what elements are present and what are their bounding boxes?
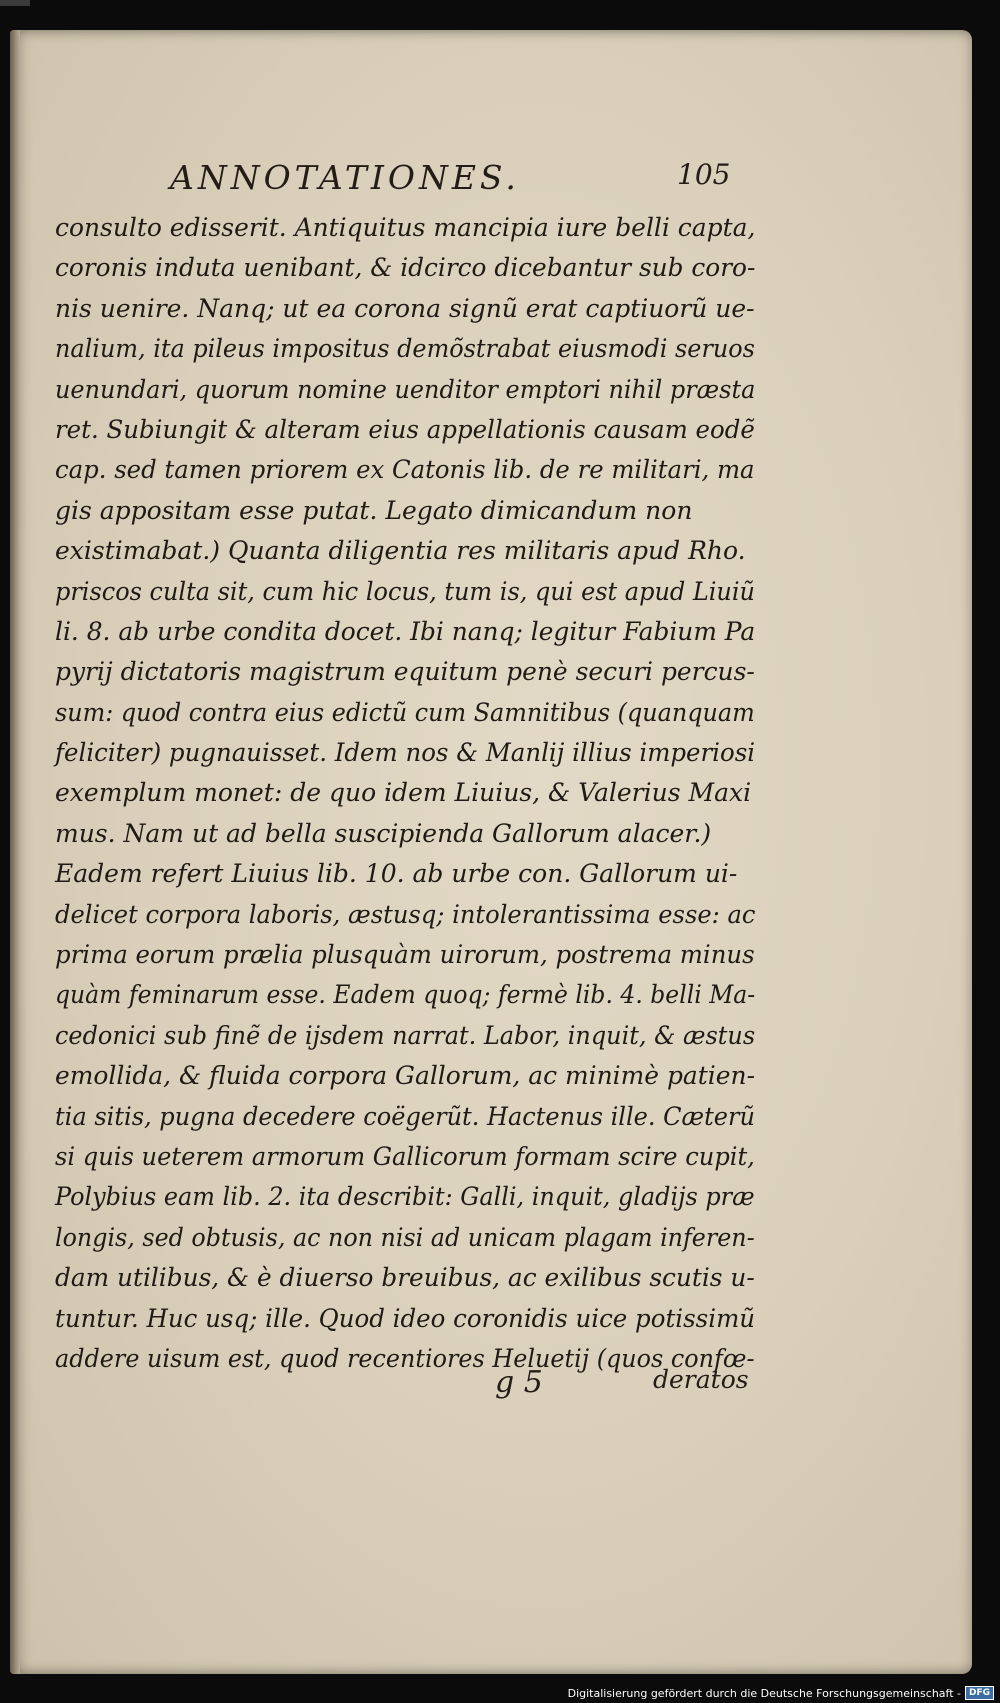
text-line: sum: quod contra eius edictũ cum Samnitibus (quanquam	[55, 697, 755, 727]
text-line: emollida, & fluida corpora Gallorum, ac minimè patien-	[55, 1061, 755, 1091]
text-line: pyrij dictatoris magistrum equitum penè securi percus-	[55, 657, 755, 687]
text-line: tia sitis, pugna decedere coëgerũt. Hactenus ille. Cæterũ	[55, 1101, 755, 1131]
text-line: Polybius eam lib. 2. ita describit: Galli, inquit, gladijs præ	[55, 1182, 755, 1212]
body-text	[55, 208, 755, 1379]
text-line: dam utilibus, & è diuerso breuibus, ac exilibus scutis u-	[55, 1263, 755, 1293]
text-line: ret. Subiungit & alteram eius appellationis causam eodẽ	[55, 414, 755, 444]
text-line: addere uisum est, quod recentiores Heluetij (quos confœ-	[55, 1343, 755, 1373]
scan-corner-mark	[0, 0, 30, 6]
text-line: quàm feminarum esse. Eadem quoq; fermè lib. 4. belli Ma-	[55, 980, 756, 1010]
text-line: si quis ueterem armorum Gallicorum formam scire cupit,	[55, 1141, 755, 1171]
text-line: li. 8. ab urbe condita docet. Ibi nanq; legitur Fabium Pa	[55, 616, 756, 646]
text-line: longis, sed obtusis, ac non nisi ad unicam plagam inferen-	[55, 1222, 755, 1252]
page-number: 105	[677, 158, 731, 191]
text-line: delicet corpora laboris, æstusq; intolerantissima esse: ac	[55, 899, 756, 929]
text-line: cedonici sub finẽ de ijsdem narrat. Labor, inquit, & æstus	[55, 1020, 756, 1050]
text-line: existimabat.) Quanta diligentia res militaris apud Rho.	[55, 536, 746, 566]
signature-mark: g 5	[495, 1365, 543, 1400]
text-line: priscos culta sit, cum hic locus, tum is, qui est apud Liuiũ	[55, 576, 755, 606]
text-line: prima eorum prælia plusquàm uirorum, postrema minus	[55, 940, 755, 970]
credit-text: Digitalisierung gefördert durch die Deutsche Forschungsgemeinschaft -	[567, 1686, 961, 1700]
text-line: feliciter) pugnauisset. Idem nos & Manlij illius imperiosi	[55, 738, 756, 768]
text-line: gis appositam esse putat. Legato dimicandum non	[55, 495, 693, 525]
text-line: mus. Nam ut ad bella suscipienda Gallorum alacer.)	[55, 818, 712, 848]
page-gutter-edge	[10, 30, 20, 1674]
text-line: nis uenire. Nanq; ut ea corona signũ erat captiuorũ ue-	[55, 293, 755, 323]
text-line: Eadem refert Liuius lib. 10. ab urbe con. Gallorum ui-	[55, 859, 738, 889]
text-line: coronis induta uenibant, & idcirco dicebantur sub coro-	[55, 253, 756, 283]
text-line: cap. sed tamen priorem ex Catonis lib. de re militari, ma	[55, 455, 755, 485]
digitization-credit	[568, 1686, 994, 1700]
text-line: tuntur. Huc usq; ille. Quod ideo coronidis uice potissimũ	[55, 1303, 756, 1333]
book-page	[10, 30, 972, 1674]
text-line: uenundari, quorum nomine uenditor emptori nihil præsta	[55, 374, 756, 404]
text-line: exemplum monet: de quo idem Liuius, & Valerius Maxi	[55, 778, 752, 808]
dfg-logo-icon: DFG	[965, 1686, 994, 1700]
text-line: nalium, ita pileus impositus demõstrabat eiusmodi seruos	[55, 334, 755, 364]
catchword: deratos	[653, 1365, 749, 1394]
text-line: consulto edisserit. Antiquitus mancipia iure belli capta,	[55, 213, 756, 242]
running-head: ANNOTATIONES.	[170, 158, 520, 197]
